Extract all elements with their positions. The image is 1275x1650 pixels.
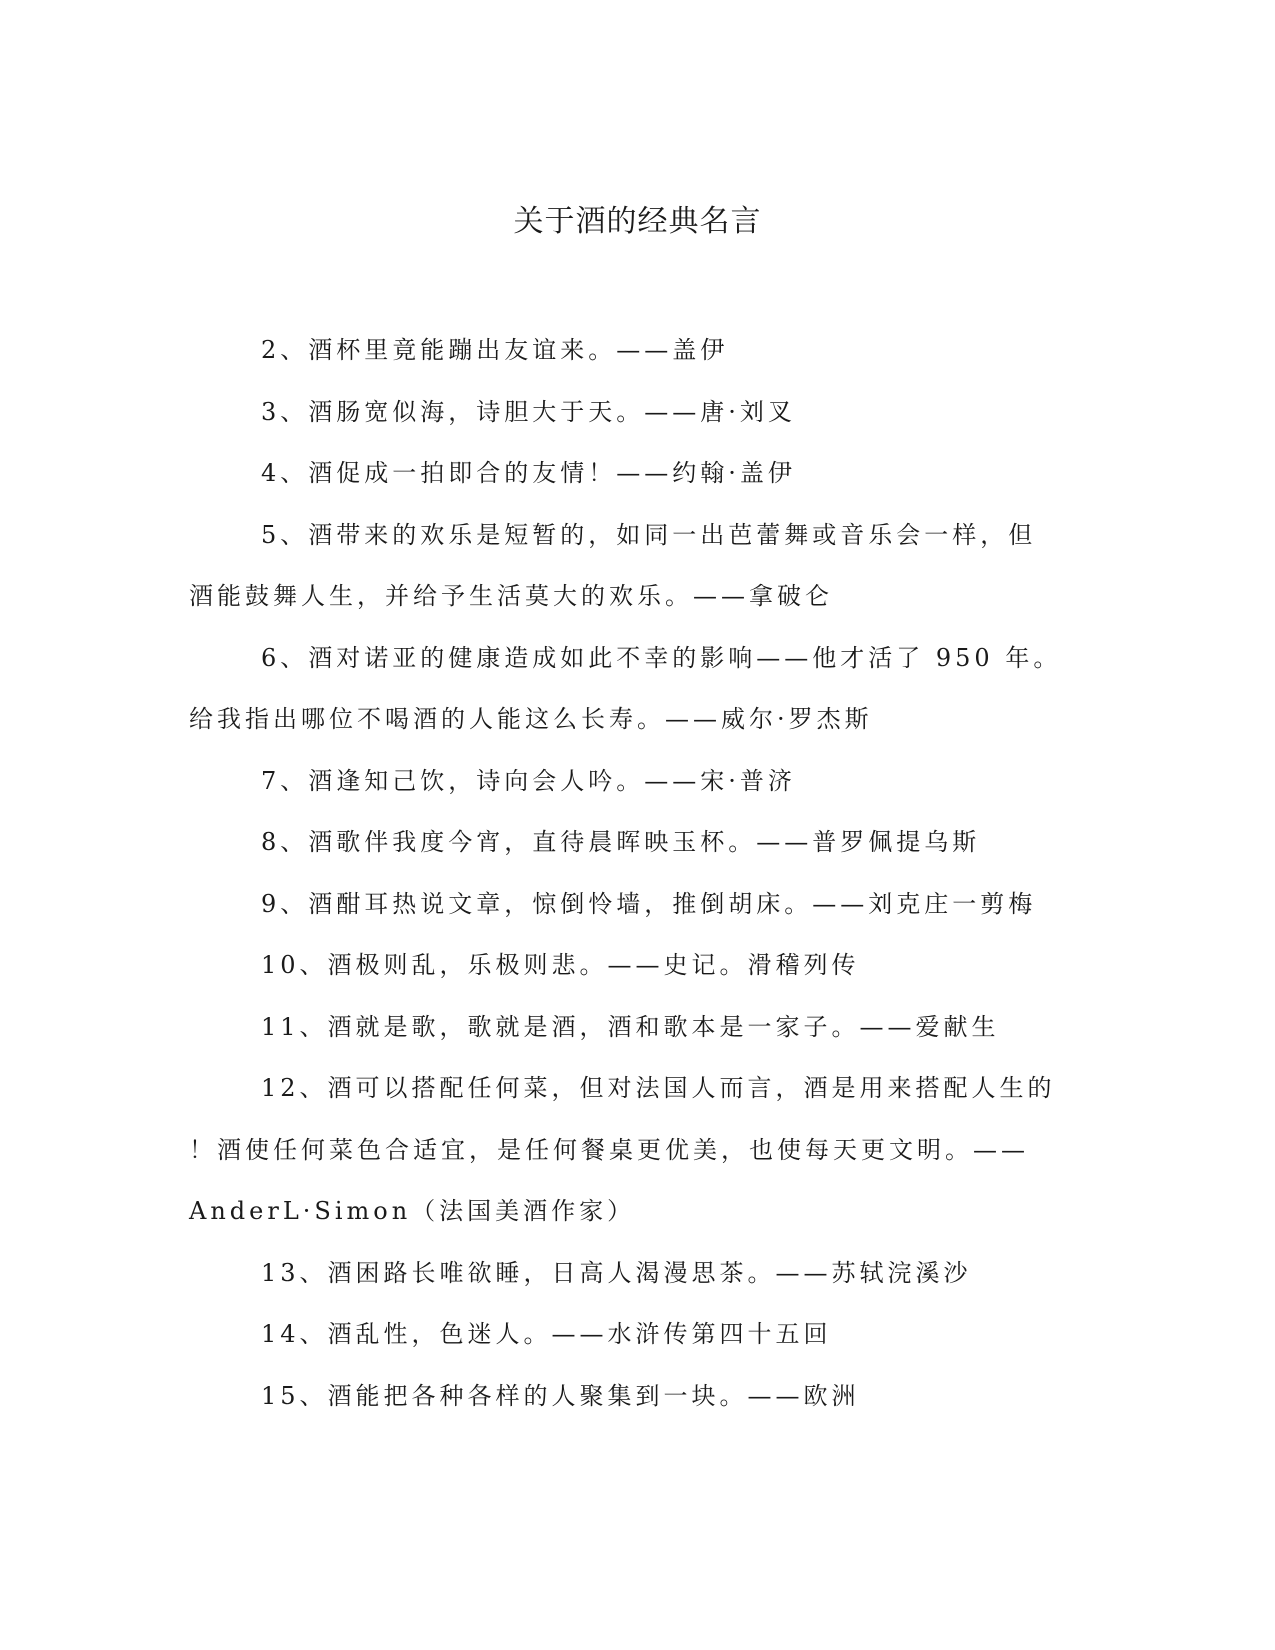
quote-line-text: 7、酒逢知己饮，诗向会人吟。——宋·普济 — [261, 766, 796, 795]
quote-line-text: 8、酒歌伴我度今宵，直待晨晖映玉杯。——普罗佩提乌斯 — [261, 828, 981, 856]
quote-line-text: 10、酒极则乱，乐极则悲。——史记。滑稽列传 — [261, 951, 860, 979]
quote-line-text: 9、酒酣耳热说文章，惊倒怜墙，推倒胡床。——刘克庄一剪梅 — [261, 889, 1037, 918]
quote-line-text: 5、酒带来的欢乐是短暂的，如同一出芭蕾舞或音乐会一样，但 — [261, 520, 1037, 549]
quote-item — [189, 443, 1089, 505]
quote-item — [189, 382, 1089, 444]
quote-line-text: 11、酒就是歌，歌就是酒，酒和歌本是一家子。——爱献生 — [261, 1012, 1000, 1041]
quote-item — [189, 1304, 1089, 1366]
quote-line-text: 12、酒可以搭配任何菜，但对法国人而言，酒是用来搭配人生的 — [261, 1074, 1056, 1102]
quote-line-text: AnderL·Simon（法国美酒作家） — [189, 1197, 636, 1225]
quote-item — [189, 320, 1089, 382]
quote-line-text: 2、酒杯里竟能蹦出友谊来。——盖伊 — [261, 336, 729, 364]
quote-line-text: ！酒使任何菜色合适宜，是任何餐桌更优美，也使每天更文明。—— — [189, 1135, 1029, 1164]
quote-item — [189, 812, 1089, 874]
quote-line-text: 给我指出哪位不喝酒的人能这么长寿。——威尔·罗杰斯 — [189, 705, 873, 733]
quote-line-text: 13、酒困路长唯欲睡，日高人渴漫思茶。——苏轼浣溪沙 — [261, 1258, 972, 1287]
quote-item — [189, 874, 1089, 936]
quote-list — [189, 320, 1089, 1427]
quote-item — [189, 997, 1089, 1059]
quote-line-text: 15、酒能把各种各样的人聚集到一块。——欧洲 — [261, 1381, 860, 1410]
quote-line-text: 6、酒对诺亚的健康造成如此不幸的影响——他才活了 950 年。 — [261, 643, 1062, 672]
quote-line-text: 4、酒促成一拍即合的友情！——约翰·盖伊 — [261, 459, 796, 487]
quote-item — [189, 751, 1089, 813]
quote-line-text: 14、酒乱性，色迷人。——水浒传第四十五回 — [261, 1320, 832, 1348]
quote-line-text: 3、酒肠宽似海，诗胆大于天。——唐·刘叉 — [261, 397, 796, 426]
page-title: 关于酒的经典名言 — [513, 204, 762, 239]
quote-line-text: 酒能鼓舞人生，并给予生活莫大的欢乐。——拿破仑 — [189, 582, 833, 610]
quote-item — [189, 1058, 1089, 1243]
quote-item — [189, 1366, 1089, 1428]
quote-item — [189, 1243, 1089, 1305]
quote-item — [189, 935, 1089, 997]
quote-item — [189, 505, 1089, 628]
quote-item — [189, 628, 1089, 751]
